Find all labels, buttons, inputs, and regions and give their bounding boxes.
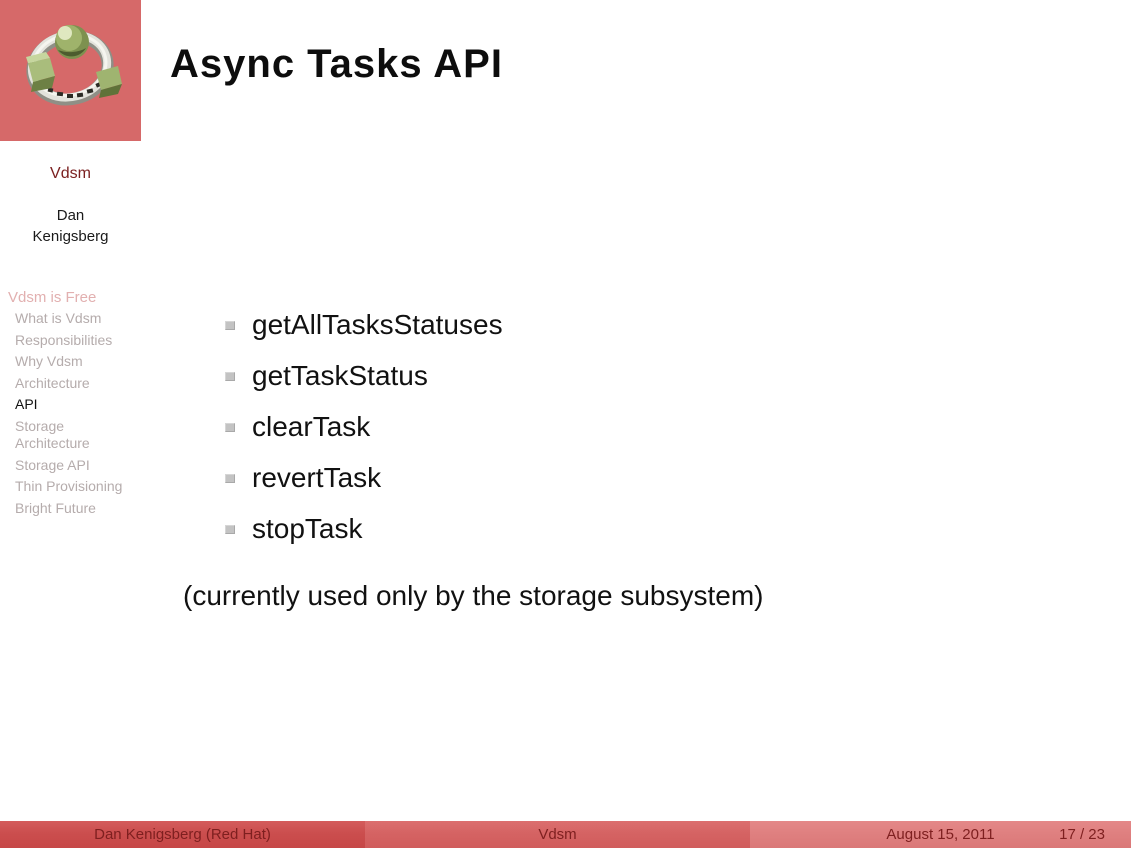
sidebar-item-thin-provisioning[interactable]: Thin Provisioning [15, 478, 123, 494]
sidebar-item-vdsm-is-free[interactable]: Vdsm is Free [8, 289, 97, 306]
sidebar-item-architecture[interactable]: Architecture [15, 374, 90, 391]
footer-author-segment [0, 821, 365, 848]
sidebar-item-storage-architecture[interactable]: Storage Architecture [15, 417, 90, 451]
bullet-square-icon [225, 321, 235, 330]
bullet-square-icon [225, 525, 235, 534]
list-item [225, 515, 503, 543]
sidebar-item-why-vdsm[interactable]: Why Vdsm [15, 353, 83, 369]
sidebar [0, 141, 141, 519]
footer-date: August 15, 2011 [886, 826, 995, 843]
list-item [225, 362, 503, 390]
logo-box [0, 0, 141, 141]
sidebar-item-api[interactable]: API [15, 396, 38, 412]
sidebar-author: Dan Kenigsberg [32, 207, 109, 245]
sidebar-item-what-is-vdsm[interactable]: What is Vdsm [15, 310, 102, 326]
footer-author: Dan Kenigsberg (Red Hat) [94, 826, 271, 843]
bullet-label: stopTask [252, 513, 363, 544]
bullet-label: clearTask [252, 411, 371, 442]
sidebar-item-responsibilities[interactable]: Responsibilities [15, 331, 113, 348]
list-item [225, 464, 503, 492]
footer-short-title: Vdsm [538, 826, 577, 843]
bullet-list [225, 311, 503, 566]
footer-page-number: 17 / 23 [1059, 826, 1105, 843]
bullet-label: getAllTasksStatuses [252, 309, 503, 340]
bullet-label: getTaskStatus [252, 360, 428, 391]
bullet-label: revertTask [252, 462, 382, 493]
bullet-square-icon [225, 423, 235, 432]
sidebar-item-storage-api[interactable]: Storage API [15, 456, 90, 473]
list-item [225, 413, 503, 441]
sidebar-nav [0, 287, 141, 519]
footer-title-segment [365, 821, 750, 848]
bullet-square-icon [225, 474, 235, 483]
page-title: Async Tasks API [170, 42, 503, 86]
list-item [225, 311, 503, 339]
ovirt-ring-logo-icon [0, 0, 141, 141]
footer-date-segment [750, 821, 1131, 848]
footer [0, 821, 1131, 848]
bullet-square-icon [225, 372, 235, 381]
logo-sphere [55, 25, 89, 59]
sidebar-item-bright-future[interactable]: Bright Future [15, 499, 96, 516]
content-note: (currently used only by the storage subsystem) [183, 580, 764, 611]
sidebar-doc-title: Vdsm [50, 165, 91, 182]
